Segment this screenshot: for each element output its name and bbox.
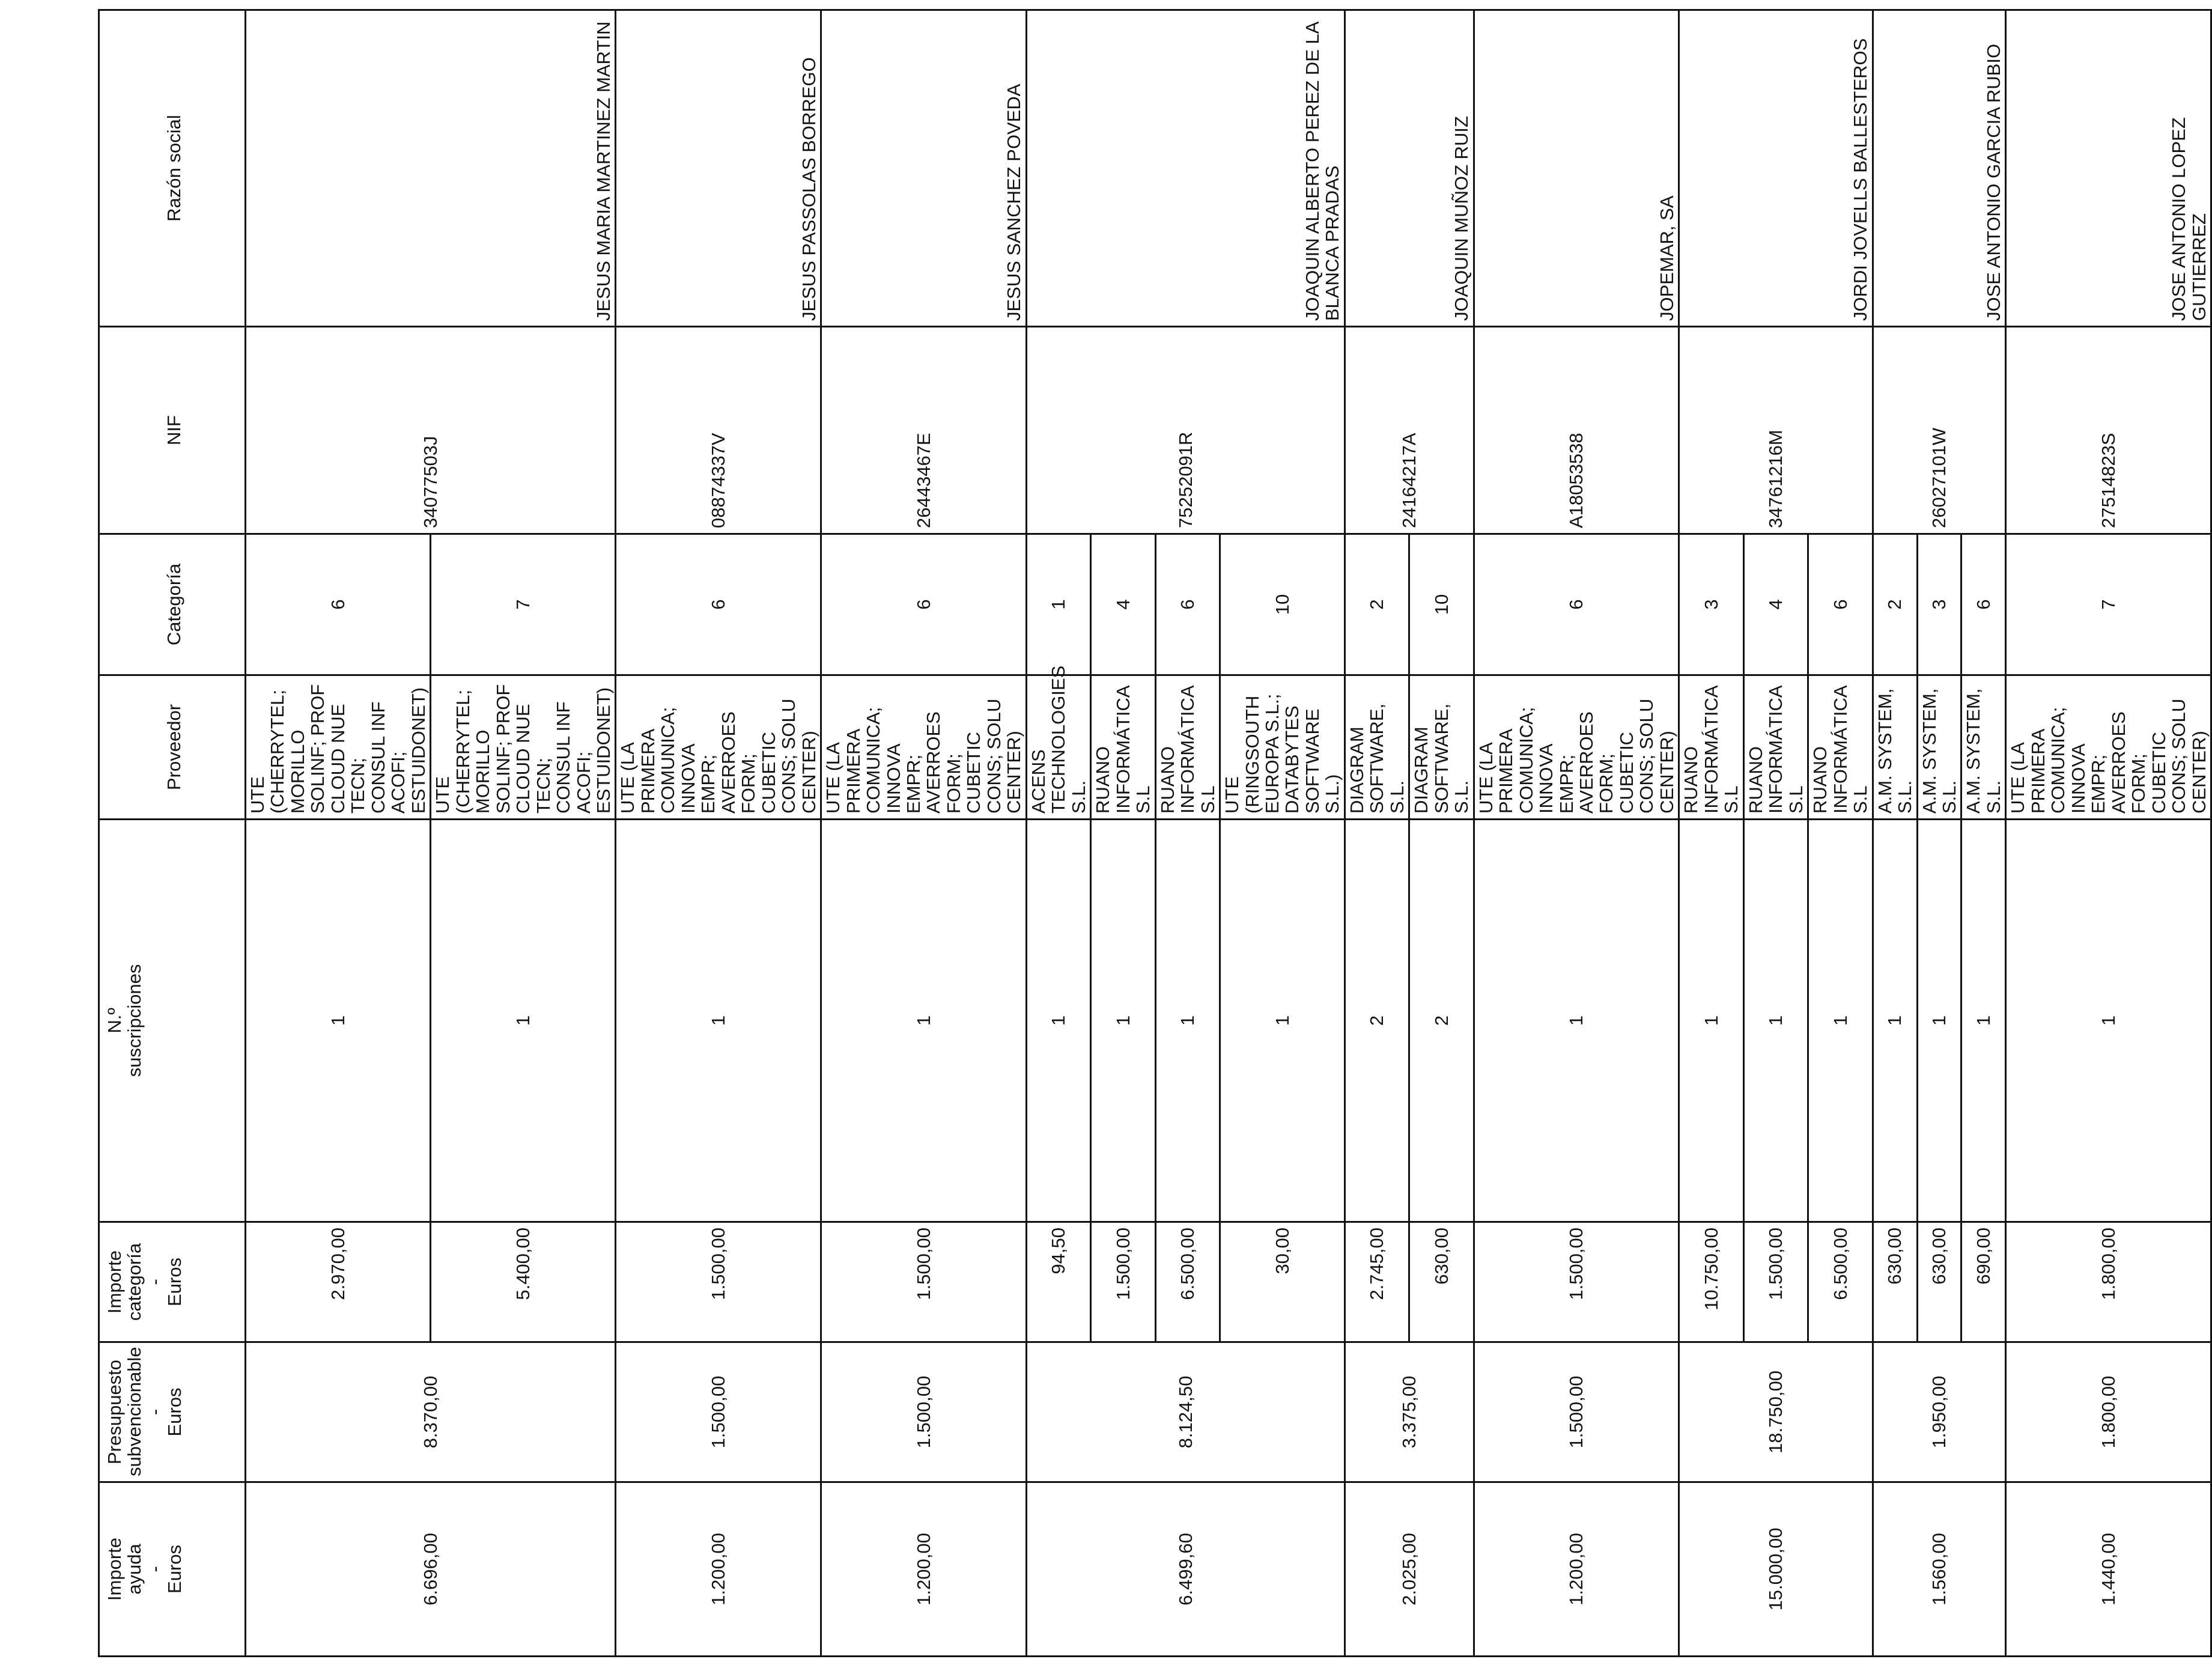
table-row bbox=[821, 10, 1027, 1657]
importe-categoria-cell: 6.500,00 bbox=[1155, 1222, 1220, 1342]
presupuesto-cell: 1.500,00 bbox=[1474, 1342, 1679, 1482]
suscripciones-cell: 1 bbox=[1679, 820, 1743, 1222]
header-nif: NIF bbox=[99, 327, 246, 534]
header-importe-ayuda-line: - bbox=[144, 1566, 165, 1572]
suscripciones-cell: 1 bbox=[246, 820, 431, 1222]
proveedor-cell: A.M. SYSTEM, S.L. bbox=[1961, 675, 2006, 820]
importe-ayuda-cell: 6.696,00 bbox=[246, 1482, 616, 1657]
nif-cell: 26443467E bbox=[821, 327, 1027, 534]
suscripciones-cell: 1 bbox=[616, 820, 821, 1222]
table-body bbox=[246, 10, 2211, 1657]
presupuesto-cell: 3.375,00 bbox=[1345, 1342, 1474, 1482]
nif-cell: 08874337V bbox=[616, 327, 821, 534]
suscripciones-cell: 1 bbox=[1220, 820, 1345, 1222]
importe-categoria-cell: 1.500,00 bbox=[1091, 1222, 1155, 1342]
categoria-cell: 1 bbox=[1026, 534, 1090, 675]
suscripciones-cell: 1 bbox=[1474, 820, 1679, 1222]
header-categoria: Categoría bbox=[99, 534, 246, 675]
presupuesto-cell: 8.370,00 bbox=[246, 1342, 616, 1482]
header-importe-ayuda-line: Euros bbox=[164, 1545, 186, 1593]
suscripciones-cell: 2 bbox=[1345, 820, 1409, 1222]
header-importe-categoria-line: Importe bbox=[104, 1250, 125, 1314]
categoria-cell: 4 bbox=[1091, 534, 1155, 675]
header-proveedor: Proveedor bbox=[99, 675, 246, 820]
header-importe-ayuda-line: ayuda bbox=[124, 1544, 145, 1595]
importe-categoria-cell: 1.800,00 bbox=[2006, 1222, 2211, 1342]
proveedor-cell: RUANO INFORMÁTICA S.L bbox=[1155, 675, 1220, 820]
importe-categoria-cell: 5.400,00 bbox=[431, 1222, 616, 1342]
razon-social-cell: JOAQUIN MUÑOZ RUIZ bbox=[1345, 10, 1474, 327]
presupuesto-cell: 8.124,50 bbox=[1026, 1342, 1345, 1482]
importe-ayuda-cell: 1.200,00 bbox=[821, 1482, 1027, 1657]
importe-categoria-cell: 1.500,00 bbox=[616, 1222, 821, 1342]
razon-social-cell: JESUS SANCHEZ POVEDA bbox=[821, 10, 1027, 327]
categoria-cell: 6 bbox=[1961, 534, 2006, 675]
importe-ayuda-cell: 1.560,00 bbox=[1873, 1482, 2006, 1657]
proveedor-cell: RUANO INFORMÁTICA S.L bbox=[1091, 675, 1155, 820]
proveedor-cell: RUANO INFORMÁTICA S.L bbox=[1808, 675, 1873, 820]
importe-categoria-cell: 30,00 bbox=[1220, 1222, 1345, 1342]
importe-categoria-cell: 6.500,00 bbox=[1808, 1222, 1873, 1342]
nif-cell: 27514823S bbox=[2006, 327, 2211, 534]
suscripciones-cell: 1 bbox=[2006, 820, 2211, 1222]
table-row bbox=[1474, 10, 1679, 1657]
table-row bbox=[246, 10, 431, 1657]
razon-social-cell: JORDI JOVELLS BALLESTEROS bbox=[1679, 10, 1873, 327]
nif-cell: A18053538 bbox=[1474, 327, 1679, 534]
importe-categoria-cell: 2.745,00 bbox=[1345, 1222, 1409, 1342]
importe-ayuda-cell: 15.000,00 bbox=[1679, 1482, 1873, 1657]
header-importe-categoria-line: Euros bbox=[164, 1258, 186, 1306]
header-presupuesto-line: - bbox=[144, 1408, 165, 1416]
proveedor-cell: DIAGRAM SOFTWARE, S.L. bbox=[1345, 675, 1409, 820]
table-row bbox=[1679, 10, 1743, 1657]
categoria-cell: 6 bbox=[1155, 534, 1220, 675]
table-row bbox=[616, 10, 821, 1657]
header-presupuesto-line: Presupuesto bbox=[104, 1359, 125, 1465]
presupuesto-cell: 1.800,00 bbox=[2006, 1342, 2211, 1482]
header-suscripciones-line: N.º bbox=[104, 1008, 125, 1033]
categoria-cell: 7 bbox=[431, 534, 616, 675]
suscripciones-cell: 1 bbox=[1808, 820, 1873, 1222]
importe-categoria-cell: 630,00 bbox=[1917, 1222, 1961, 1342]
proveedor-cell: UTE (CHERRYTEL; MORILLO SOLINF; PROF CLOUD NUE TECN; CONSUL INF ACOFI; ESTUIDONET) bbox=[431, 675, 616, 820]
razon-social-cell: JESUS PASSOLAS BORREGO bbox=[616, 10, 821, 327]
header-importe-categoria bbox=[99, 1222, 246, 1342]
importe-categoria-cell: 630,00 bbox=[1409, 1222, 1474, 1342]
proveedor-cell: RUANO INFORMÁTICA S.L bbox=[1679, 675, 1743, 820]
presupuesto-cell: 1.950,00 bbox=[1873, 1342, 2006, 1482]
header-suscripciones bbox=[99, 820, 246, 1222]
proveedor-cell: UTE (LA PRIMERA COMUNICA; INNOVA EMPR; AVERROES FORM; CUBETIC CONS; SOLU CENTER) bbox=[821, 675, 1027, 820]
importe-ayuda-cell: 6.499,60 bbox=[1026, 1482, 1345, 1657]
importe-categoria-cell: 690,00 bbox=[1961, 1222, 2006, 1342]
razon-social-cell: JOPEMAR, SA bbox=[1474, 10, 1679, 327]
importe-categoria-cell: 1.500,00 bbox=[1743, 1222, 1808, 1342]
importe-ayuda-cell: 1.200,00 bbox=[616, 1482, 821, 1657]
table-row bbox=[1026, 10, 1090, 1657]
nif-cell: 24164217A bbox=[1345, 327, 1474, 534]
header-presupuesto-line: subvencionable bbox=[124, 1347, 145, 1476]
categoria-cell: 6 bbox=[616, 534, 821, 675]
importe-categoria-cell: 2.970,00 bbox=[246, 1222, 431, 1342]
presupuesto-cell: 1.500,00 bbox=[616, 1342, 821, 1482]
table-row bbox=[1345, 10, 1409, 1657]
suscripciones-cell: 1 bbox=[1091, 820, 1155, 1222]
proveedor-cell: UTE (LA PRIMERA COMUNICA; INNOVA EMPR; AVERROES FORM; CUBETIC CONS; SOLU CENTER) bbox=[616, 675, 821, 820]
categoria-cell: 7 bbox=[2006, 534, 2211, 675]
proveedor-cell: DIAGRAM SOFTWARE, S.L. bbox=[1409, 675, 1474, 820]
categoria-cell: 3 bbox=[1679, 534, 1743, 675]
header-importe-ayuda-line: Importe bbox=[104, 1537, 125, 1601]
table-row bbox=[2006, 10, 2211, 1657]
suscripciones-cell: 1 bbox=[821, 820, 1027, 1222]
suscripciones-cell: 1 bbox=[1026, 820, 1090, 1222]
suscripciones-cell: 1 bbox=[431, 820, 616, 1222]
categoria-cell: 2 bbox=[1345, 534, 1409, 675]
header-importe-ayuda bbox=[99, 1482, 246, 1657]
header-presupuesto bbox=[99, 1342, 246, 1482]
header-suscripciones-line: suscripciones bbox=[124, 964, 145, 1077]
proveedor-cell: UTE (LA PRIMERA COMUNICA; INNOVA EMPR; AVERROES FORM; CUBETIC CONS; SOLU CENTER) bbox=[2006, 675, 2211, 820]
importe-categoria-cell: 94,50 bbox=[1026, 1222, 1090, 1342]
proveedor-cell: UTE (LA PRIMERA COMUNICA; INNOVA EMPR; AVERROES FORM; CUBETIC CONS; SOLU CENTER) bbox=[1474, 675, 1679, 820]
categoria-cell: 6 bbox=[1808, 534, 1873, 675]
table-header bbox=[99, 10, 246, 1657]
subsidy-table bbox=[98, 9, 2212, 1657]
categoria-cell: 4 bbox=[1743, 534, 1808, 675]
importe-categoria-cell: 1.500,00 bbox=[821, 1222, 1027, 1342]
header-importe-categoria-line: - bbox=[144, 1279, 165, 1285]
proveedor-cell: ACENS TECHNOLOGIES S.L. bbox=[1026, 675, 1090, 820]
nif-cell: 26027101W bbox=[1873, 327, 2006, 534]
razon-social-cell: JOSE ANTONIO LOPEZ GUTIERREZ bbox=[2006, 10, 2211, 327]
importe-ayuda-cell: 2.025,00 bbox=[1345, 1482, 1474, 1657]
suscripciones-cell: 1 bbox=[1743, 820, 1808, 1222]
proveedor-cell: UTE (RINGSOUTH EUROPA S.L.; DATABYTES SOFTWARE S.L.) bbox=[1220, 675, 1345, 820]
categoria-cell: 2 bbox=[1873, 534, 1917, 675]
header-presupuesto-line: Euros bbox=[164, 1387, 186, 1437]
proveedor-cell: A.M. SYSTEM, S.L. bbox=[1873, 675, 1917, 820]
nif-cell: 34761216M bbox=[1679, 327, 1873, 534]
header-row bbox=[99, 10, 246, 1657]
categoria-cell: 3 bbox=[1917, 534, 1961, 675]
nif-cell: 75252091R bbox=[1026, 327, 1345, 534]
importe-categoria-cell: 1.500,00 bbox=[1474, 1222, 1679, 1342]
proveedor-cell: RUANO INFORMÁTICA S.L bbox=[1743, 675, 1808, 820]
header-importe-categoria-line: categoría bbox=[124, 1243, 145, 1321]
nif-cell: 34077503J bbox=[246, 327, 616, 534]
categoria-cell: 6 bbox=[821, 534, 1027, 675]
suscripciones-cell: 1 bbox=[1961, 820, 2006, 1222]
importe-categoria-cell: 630,00 bbox=[1873, 1222, 1917, 1342]
importe-ayuda-cell: 1.200,00 bbox=[1474, 1482, 1679, 1657]
categoria-cell: 6 bbox=[246, 534, 431, 675]
categoria-cell: 10 bbox=[1409, 534, 1474, 675]
header-razon-social: Razón social bbox=[99, 10, 246, 327]
presupuesto-cell: 18.750,00 bbox=[1679, 1342, 1873, 1482]
razon-social-cell: JESUS MARIA MARTINEZ MARTIN bbox=[246, 10, 616, 327]
categoria-cell: 6 bbox=[1474, 534, 1679, 675]
suscripciones-cell: 1 bbox=[1873, 820, 1917, 1222]
proveedor-cell: A.M. SYSTEM, S.L. bbox=[1917, 675, 1961, 820]
razon-social-cell: JOAQUIN ALBERTO PEREZ DE LA BLANCA PRADAS bbox=[1026, 10, 1345, 327]
razon-social-cell: JOSE ANTONIO GARCIA RUBIO bbox=[1873, 10, 2006, 327]
presupuesto-cell: 1.500,00 bbox=[821, 1342, 1027, 1482]
proveedor-cell: UTE (CHERRYTEL; MORILLO SOLINF; PROF CLOUD NUE TECN; CONSUL INF ACOFI; ESTUIDONET) bbox=[246, 675, 431, 820]
table-row bbox=[1873, 10, 1917, 1657]
importe-ayuda-cell: 1.440,00 bbox=[2006, 1482, 2211, 1657]
suscripciones-cell: 2 bbox=[1409, 820, 1474, 1222]
suscripciones-cell: 1 bbox=[1917, 820, 1961, 1222]
suscripciones-cell: 1 bbox=[1155, 820, 1220, 1222]
importe-categoria-cell: 10.750,00 bbox=[1679, 1222, 1743, 1342]
categoria-cell: 10 bbox=[1220, 534, 1345, 675]
